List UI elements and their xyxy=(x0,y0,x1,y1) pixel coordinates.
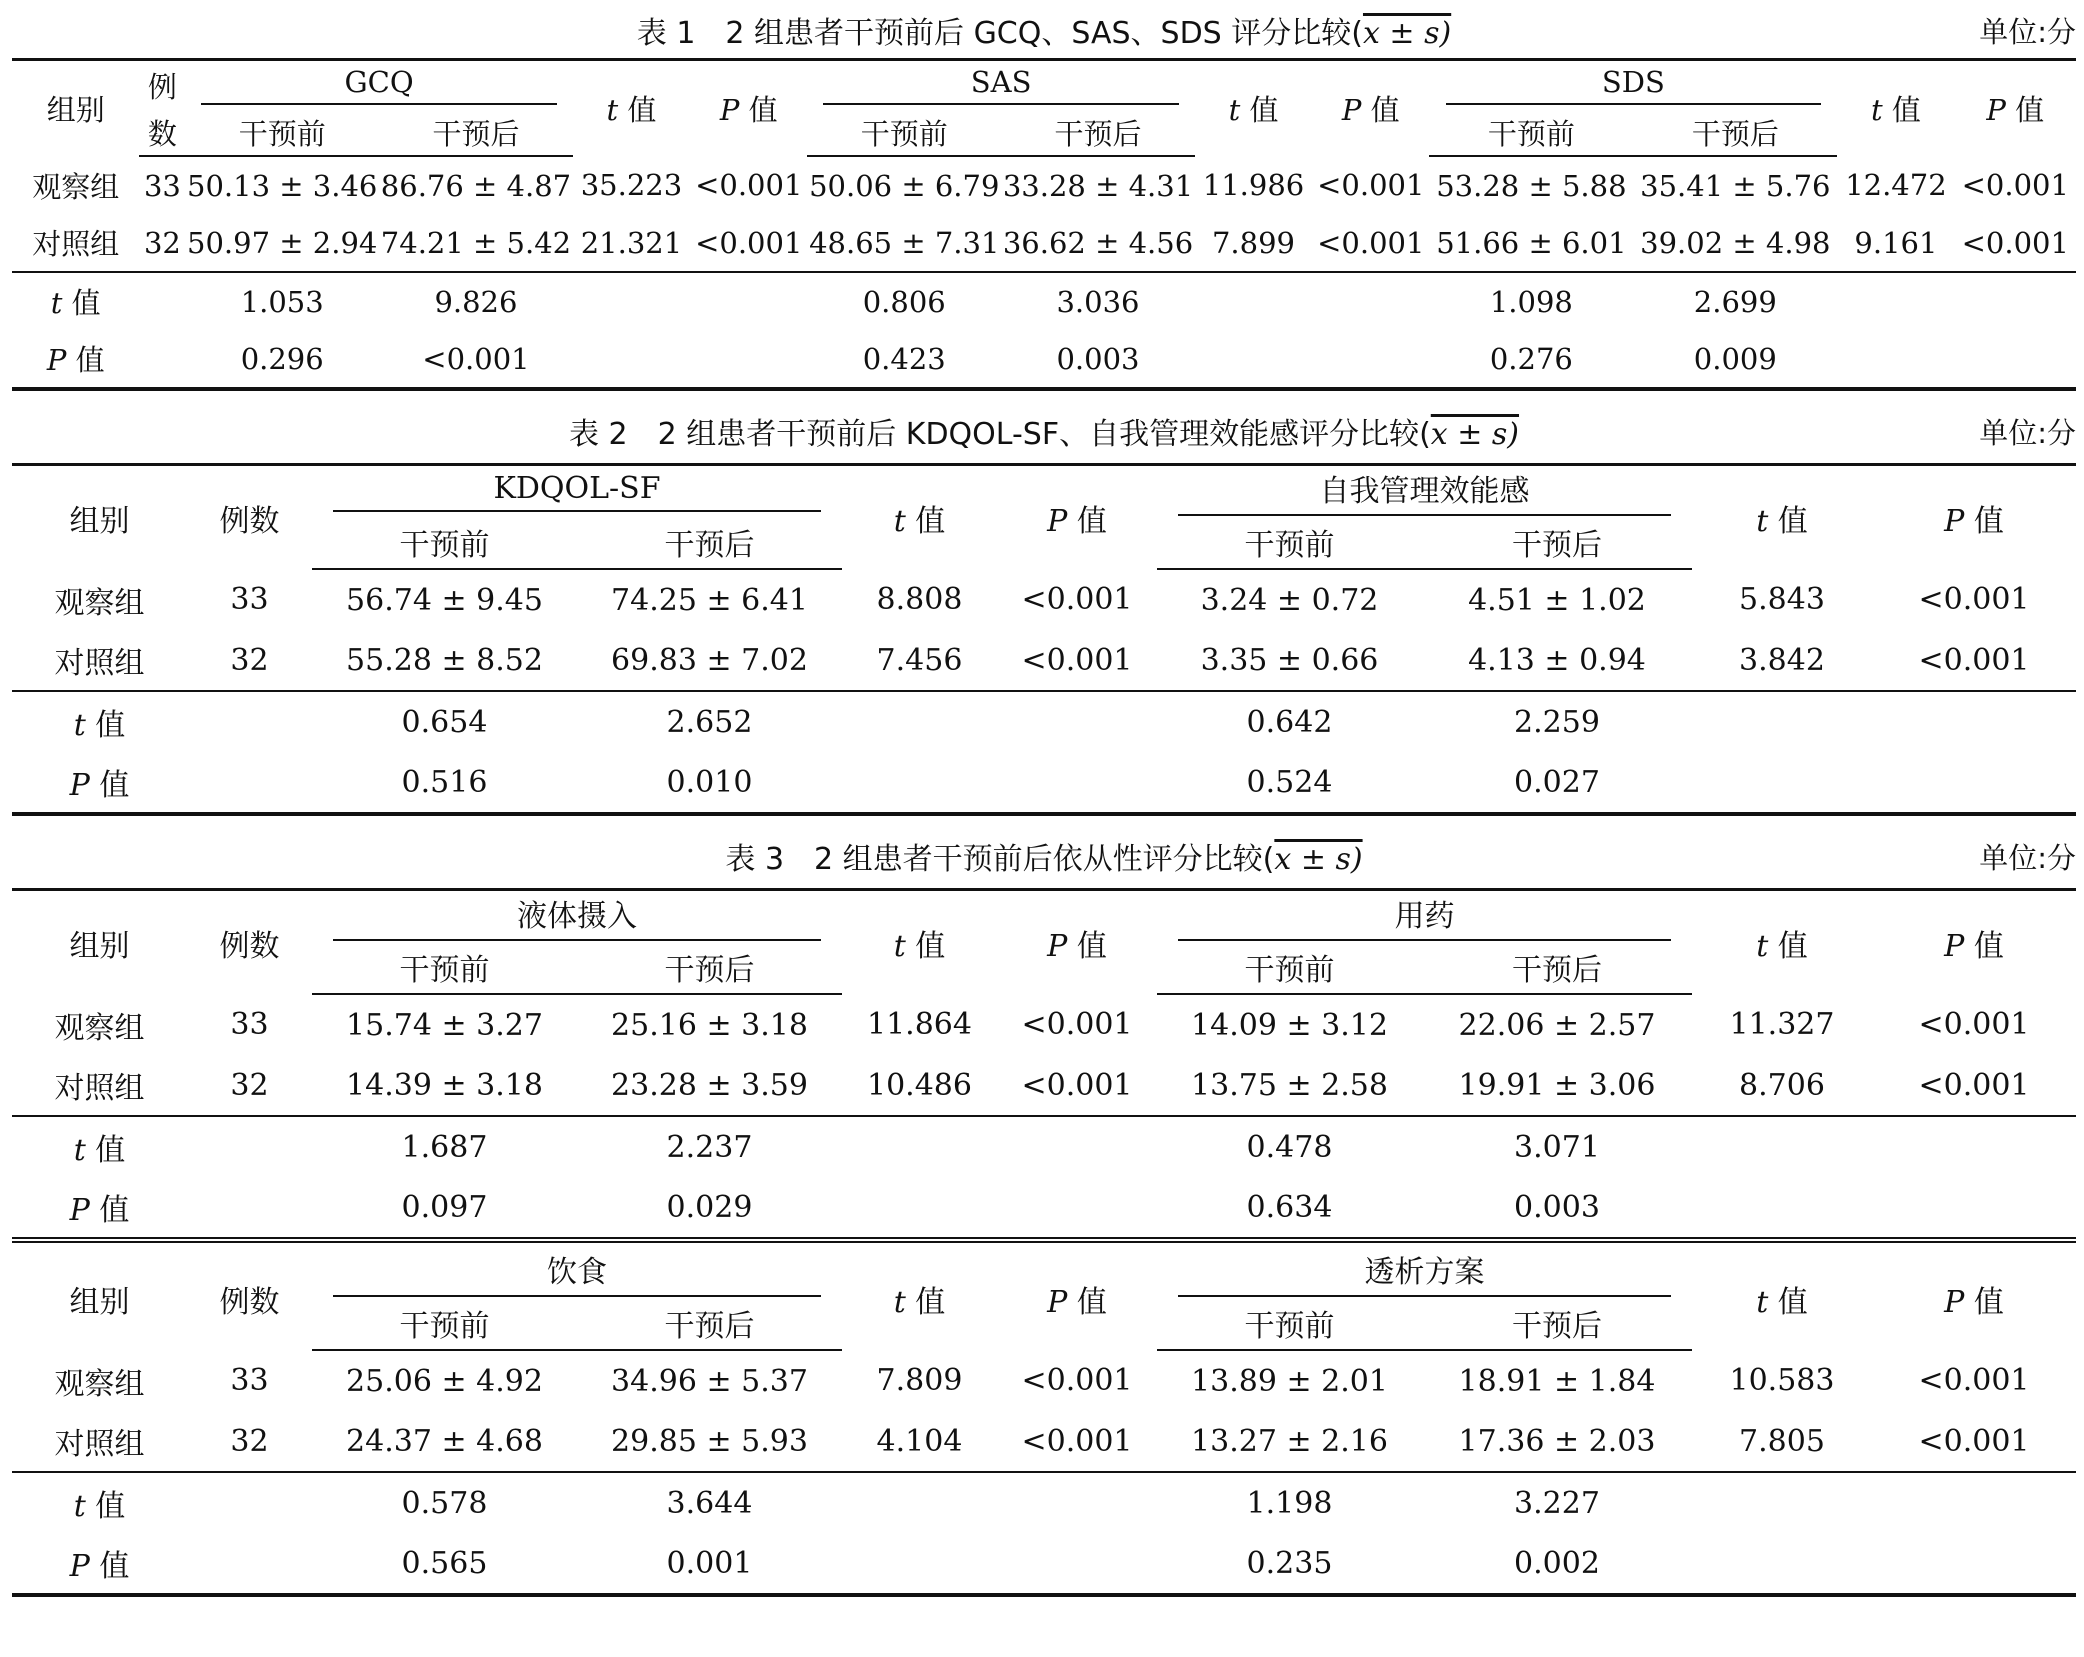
table-row: 观察组 33 56.74 ± 9.45 74.25 ± 6.41 8.808 <0.001 3.24 ± 0.72 4.51 ± 1.02 5.843 <0.001 xyxy=(54,582,2030,621)
table3-title: 表 3 2 组患者干预前后依从性评分比较( xyxy=(725,842,1275,877)
col-t: t 值 xyxy=(1756,1284,1808,1320)
col-p: P 值 xyxy=(1341,93,1400,127)
group-medication: 用药 xyxy=(1178,891,1670,941)
table2-title: 表 2 2 组患者干预前后 KDQOL-SF、自我管理效能感评分比较( xyxy=(568,417,1431,452)
col-after: 干预后 xyxy=(1422,516,1692,569)
group-dialysis: 透析方案 xyxy=(1178,1247,1670,1297)
table-row: 观察组 33 50.13 ± 3.46 86.76 ± 4.87 35.223 <0.001 50.06 ± 6.79 33.28 ± 4.31 11.986 <0.001 53.28 ± 5.88 35.41 ± 5.76 12.472 <0.001 xyxy=(32,168,2069,204)
col-n-top: 例 xyxy=(147,69,177,104)
table-row: 观察组 33 15.74 ± 3.27 25.16 ± 3.18 11.864 <0.001 14.09 ± 3.12 22.06 ± 2.57 11.327 <0.001 xyxy=(54,1007,2030,1046)
col-before: 干预前 xyxy=(312,1297,577,1350)
col-before: 干预前 xyxy=(807,109,1001,156)
col-after: 干预后 xyxy=(1001,109,1195,156)
table3-mean-sd: x ± s) xyxy=(1274,842,1363,877)
t-row: t 值 1.687 2.237 0.478 3.071 xyxy=(73,1129,1600,1168)
col-before: 干预前 xyxy=(312,516,577,569)
col-n: 例数 xyxy=(219,1284,280,1320)
col-after: 干预后 xyxy=(577,1297,842,1350)
col-after: 干预后 xyxy=(1422,941,1692,994)
col-group: 组别 xyxy=(69,1284,130,1320)
col-group: 组别 xyxy=(46,93,105,127)
table3 xyxy=(12,888,2076,1243)
col-after: 干预后 xyxy=(1422,1297,1692,1350)
table1-caption xyxy=(12,0,2076,58)
group-self-efficacy: 自我管理效能感 xyxy=(1178,466,1670,516)
table1-mean-sd: x ± s) xyxy=(1362,16,1452,51)
col-p: P 值 xyxy=(1047,928,1107,964)
col-n: 例数 xyxy=(219,928,280,964)
col-after: 干预后 xyxy=(1633,109,1837,156)
group-diet: 饮食 xyxy=(333,1247,821,1297)
col-p: P 值 xyxy=(1047,503,1107,539)
col-before: 干预前 xyxy=(1157,941,1422,994)
col-t: t 值 xyxy=(893,1284,946,1320)
table2-unit: 单位:分 xyxy=(1979,416,2076,450)
table-row: 对照组 32 24.37 ± 4.68 29.85 ± 5.93 4.104 <0.001 13.27 ± 2.16 17.36 ± 2.03 7.805 <0.001 xyxy=(12,1411,2076,1472)
table3-caption xyxy=(12,826,2076,888)
col-after: 干预后 xyxy=(577,516,842,569)
col-after: 干预后 xyxy=(577,941,842,994)
table-row: 观察组 33 25.06 ± 4.92 34.96 ± 5.37 7.809 <0.001 13.89 ± 2.01 18.91 ± 1.84 10.583 <0.001 xyxy=(54,1363,2030,1402)
col-p: P 值 xyxy=(1944,928,2004,964)
table3-continued xyxy=(12,1247,2076,1597)
col-t: t 值 xyxy=(893,928,946,964)
table-row: 对照组 32 50.97 ± 2.94 74.21 ± 5.42 21.321 <0.001 48.65 ± 7.31 36.62 ± 4.56 7.899 <0.001 51.66 ± 6.01 39.02 ± 4.98 9.161 <0.001 xyxy=(12,214,2076,272)
col-t: t 值 xyxy=(1870,93,1921,127)
p-row: P 值 0.097 0.029 0.634 0.003 xyxy=(69,1189,1600,1228)
p-row: P 值 0.565 0.001 0.235 0.002 xyxy=(69,1545,1600,1584)
table-row: 对照组 32 55.28 ± 8.52 69.83 ± 7.02 7.456 <0.001 3.35 ± 0.66 4.13 ± 0.94 3.842 <0.001 xyxy=(12,630,2076,691)
group-kdqol: KDQOL-SF xyxy=(333,471,821,512)
table2-mean-sd: x ± s) xyxy=(1430,417,1520,452)
col-p: P 值 xyxy=(1944,503,2004,539)
t-row: t 值 1.053 9.826 0.806 3.036 1.098 2.699 xyxy=(50,284,1777,320)
table3-unit: 单位:分 xyxy=(1979,841,2076,875)
t-row: t 值 0.654 2.652 0.642 2.259 xyxy=(73,704,1600,743)
col-p: P 值 xyxy=(1986,93,2045,127)
col-t: t 值 xyxy=(1756,503,1808,539)
col-group: 组别 xyxy=(69,503,130,539)
table2-caption xyxy=(12,401,2076,463)
group-fluid-intake: 液体摄入 xyxy=(333,891,821,941)
col-before: 干预前 xyxy=(185,109,379,156)
col-p: P 值 xyxy=(1047,1284,1107,1320)
col-before: 干预前 xyxy=(1157,516,1422,569)
t-row: t 值 0.578 3.644 1.198 3.227 xyxy=(73,1485,1600,1524)
col-t: t 值 xyxy=(606,93,657,127)
col-n-bottom: 数 xyxy=(139,109,185,156)
col-t: t 值 xyxy=(1756,928,1808,964)
table2 xyxy=(12,463,2076,816)
col-before: 干预前 xyxy=(1429,109,1633,156)
col-t: t 值 xyxy=(1228,93,1279,127)
page xyxy=(12,0,2076,1597)
group-sds: SDS xyxy=(1446,65,1821,105)
col-group: 组别 xyxy=(69,928,130,964)
table1 xyxy=(12,58,2076,391)
group-gcq: GCQ xyxy=(201,65,558,105)
p-row: P 值 0.296 <0.001 0.423 0.003 0.276 0.009 xyxy=(46,341,1777,377)
col-t: t 值 xyxy=(893,503,946,539)
col-after: 干预后 xyxy=(379,109,573,156)
col-p: P 值 xyxy=(1944,1284,2004,1320)
table1-unit: 单位:分 xyxy=(1979,15,2076,49)
col-p: P 值 xyxy=(719,93,778,127)
table1-title: 表 1 2 组患者干预前后 GCQ、SAS、SDS 评分比较( xyxy=(636,16,1363,51)
col-before: 干预前 xyxy=(1157,1297,1422,1350)
group-sas: SAS xyxy=(823,65,1180,105)
table-row: 对照组 32 14.39 ± 3.18 23.28 ± 3.59 10.486 <0.001 13.75 ± 2.58 19.91 ± 3.06 8.706 <0.001 xyxy=(12,1055,2076,1116)
p-row: P 值 0.516 0.010 0.524 0.027 xyxy=(69,764,1600,803)
col-before: 干预前 xyxy=(312,941,577,994)
col-n: 例数 xyxy=(219,503,280,539)
